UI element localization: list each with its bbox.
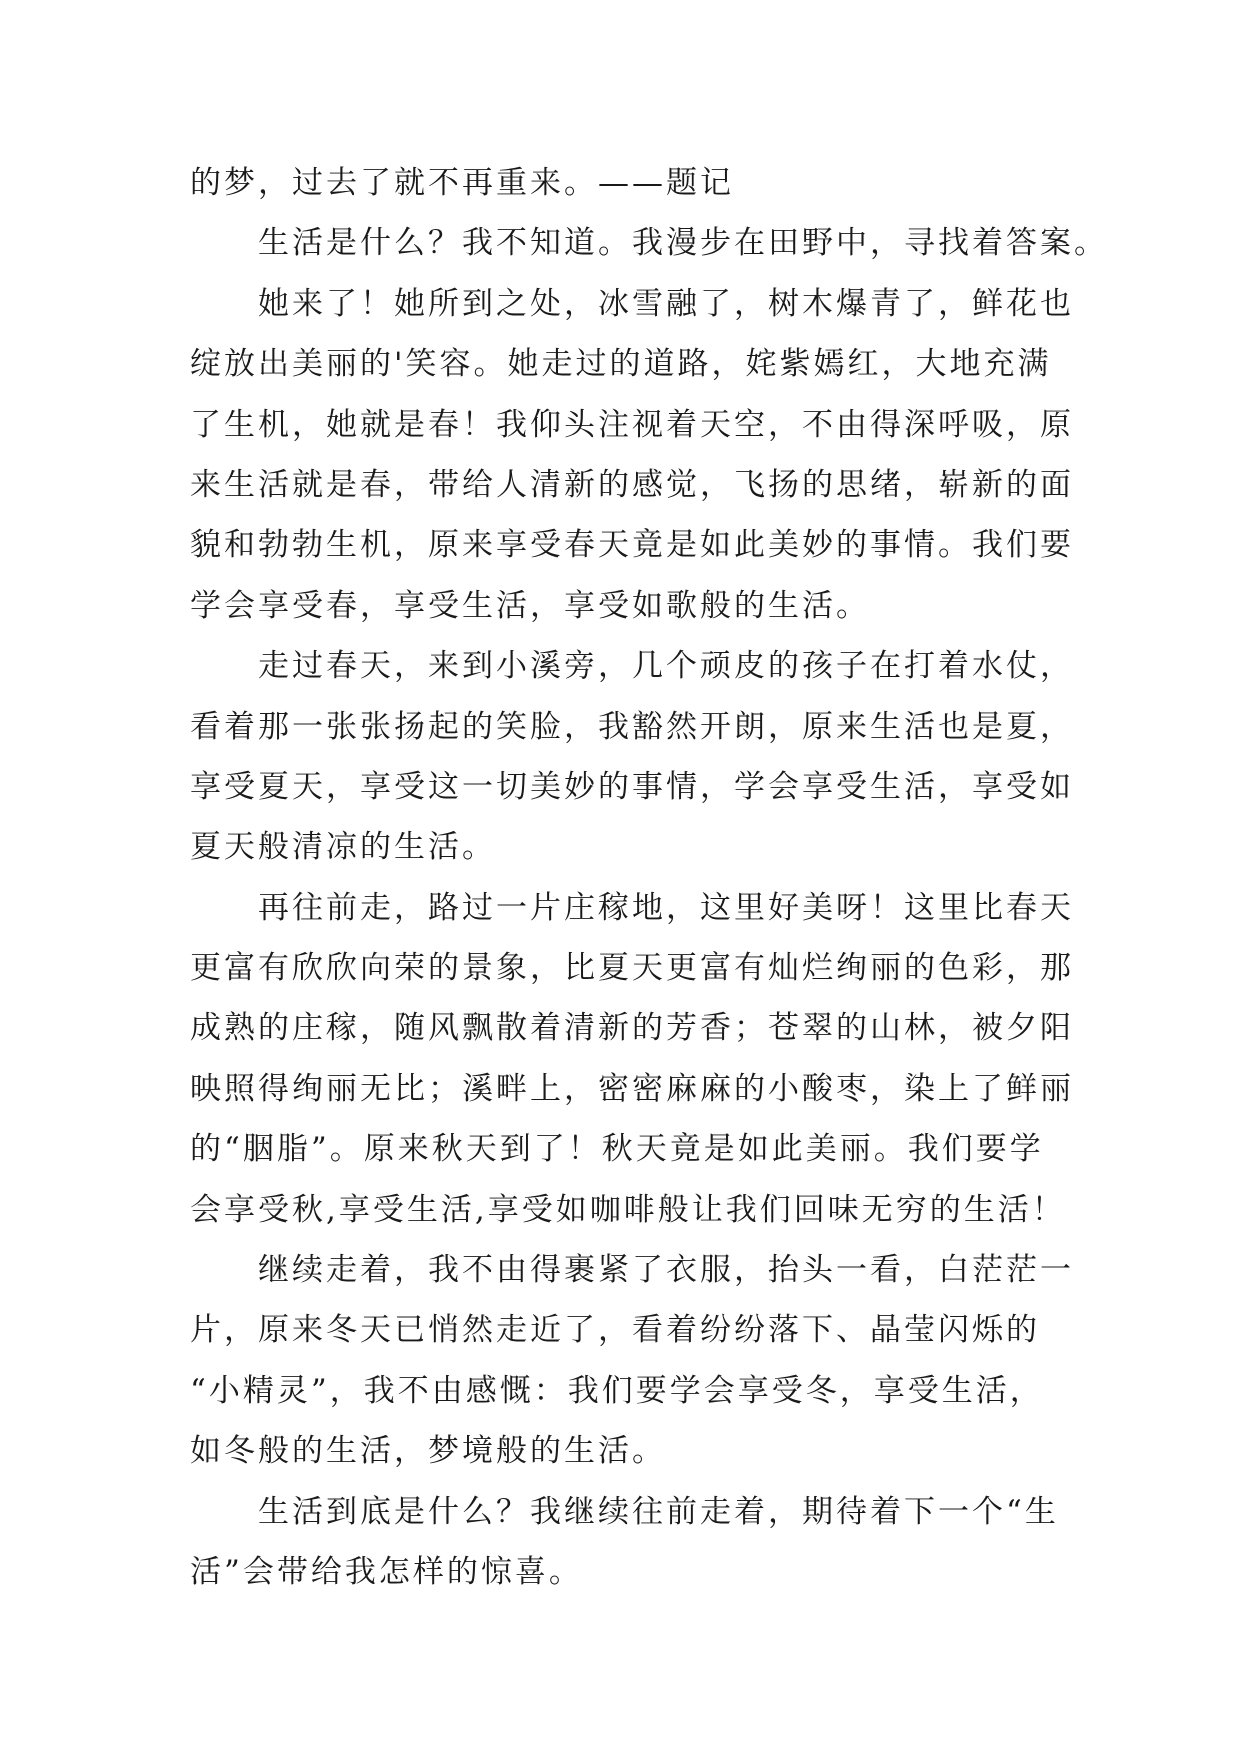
text-line: 走过春天，来到小溪旁，几个顽皮的孩子在打着水仗，: [258, 648, 1074, 685]
text-line: 会享受秋,享受生活,享受如咖啡般让我们回味无穷的生活！: [190, 1191, 1066, 1228]
text-line: 她来了！她所到之处，冰雪融了，树木爆青了，鲜花也: [258, 285, 1074, 322]
paragraph-epigraph: [190, 153, 1080, 213]
text-line: 享受夏天，享受这一切美妙的事情，学会享受生活，享受如: [190, 768, 1074, 805]
text-line: 貌和勃勃生机，原来享受春天竟是如此美妙的事情。我们要: [190, 527, 1074, 564]
essay-body: [190, 153, 1108, 1602]
text-line: 活”会带给我怎样的惊喜。: [190, 1553, 583, 1590]
text-line: 了生机，她就是春！我仰头注视着天空，不由得深呼吸，原: [190, 406, 1074, 443]
paragraph-autumn: [190, 878, 1080, 1240]
text-line: “小精灵”，我不由感慨：我们要学会享受冬，享受生活，: [190, 1372, 1044, 1409]
text-line: 的“胭脂”。原来秋天到了！秋天竟是如此美丽。我们要学: [190, 1131, 1044, 1168]
text-line: 夏天般清凉的生活。: [190, 829, 496, 866]
text-line: 绽放出美丽的'笑容。她走过的道路，姹紫嫣红，大地充满: [190, 346, 1052, 383]
text-line: 学会享受春，享受生活，享受如歌般的生活。: [190, 587, 870, 624]
text-line: 看着那一张张扬起的笑脸，我豁然开朗，原来生活也是夏，: [190, 708, 1074, 745]
text-line: 来生活就是春，带给人清新的感觉，飞扬的思绪，崭新的面: [190, 466, 1074, 503]
paragraph-spring: [190, 274, 1080, 636]
paragraph-conclusion: [190, 1482, 1080, 1603]
text-line: 成熟的庄稼，随风飘散着清新的芳香；苍翠的山林，被夕阳: [190, 1010, 1074, 1047]
text-line: 生活是什么？我不知道。我漫步在田野中，寻找着答案。: [258, 225, 1108, 262]
text-line: 继续走着，我不由得裹紧了衣服，抬头一看，白茫茫一: [258, 1252, 1074, 1289]
text-line: 生活到底是什么？我继续往前走着，期待着下一个“生: [258, 1493, 1059, 1530]
text-line: 映照得绚丽无比；溪畔上，密密麻麻的小酸枣，染上了鲜丽: [190, 1070, 1074, 1107]
text-line: 再往前走，路过一片庄稼地，这里好美呀！这里比春天: [258, 889, 1074, 926]
paragraph-question: [190, 213, 1108, 273]
paragraph-winter: [190, 1240, 1080, 1482]
text-line: 更富有欣欣向荣的景象，比夏天更富有灿烂绚丽的色彩，那: [190, 950, 1074, 987]
text-line: 片，原来冬天已悄然走近了，看着纷纷落下、晶莹闪烁的: [190, 1312, 1040, 1349]
text-line: 如冬般的生活，梦境般的生活。: [190, 1433, 666, 1470]
text-line: 的梦，过去了就不再重来。——题记: [190, 165, 734, 201]
paragraph-summer: [190, 636, 1080, 878]
